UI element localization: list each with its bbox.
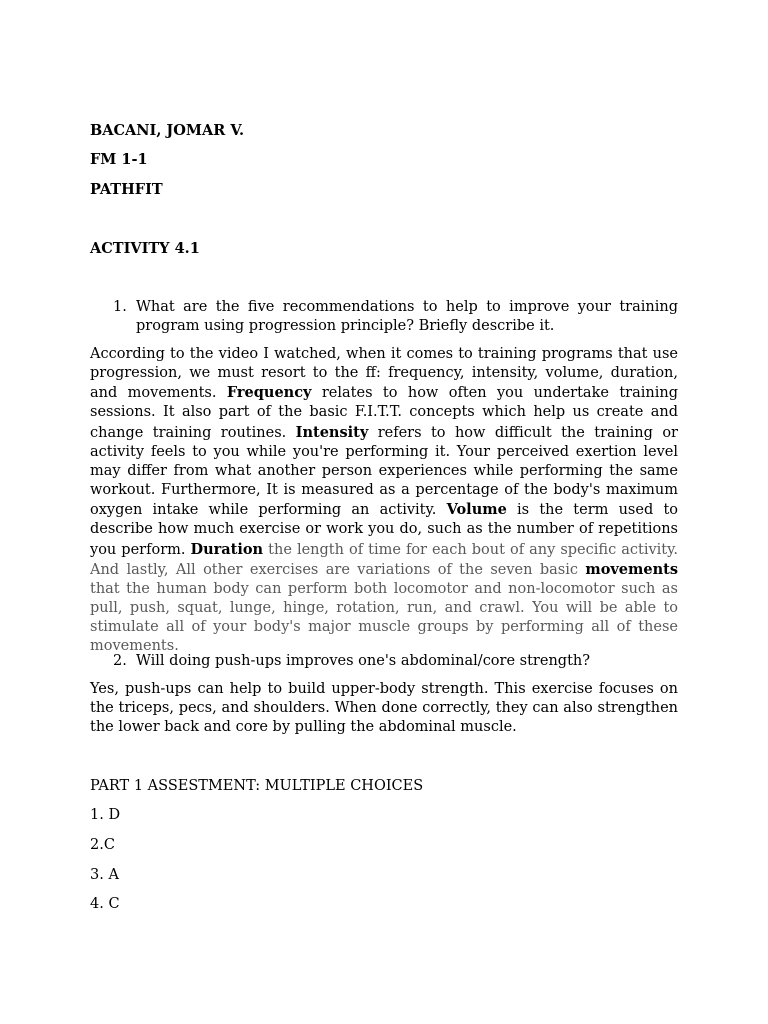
assessment-answer-2: 2.C <box>90 837 115 853</box>
answer-1 <box>90 345 678 657</box>
answer-2: Yes, push-ups can help to build upper-body strength. This exercise focuses on the triceps, pecs, and shoulders. When done correctly, they can also strengthen the lower back and core by pulling the abdominal muscle. <box>90 681 678 736</box>
student-name: BACANI, JOMAR V. <box>90 122 245 139</box>
assessment-answer-1: 1. D <box>90 807 121 823</box>
question-2-number: 2. <box>113 653 127 669</box>
activity-title: ACTIVITY 4.1 <box>90 240 200 257</box>
term-duration: Duration <box>190 540 264 558</box>
question-2-text: Will doing push-ups improves one's abdominal/core strength? <box>136 653 591 669</box>
question-1-number: 1. <box>113 299 127 315</box>
question-1-text: What are the five recommendations to help to improve your training program using progression principle? Briefly describe it. <box>136 299 678 334</box>
assessment-title: PART 1 ASSESTMENT: MULTIPLE CHOICES <box>90 778 424 794</box>
question-1 <box>113 298 678 336</box>
volume-description: is the term used to describe how much exercise or work you do, such as the number of repetitions you perform. <box>90 502 678 558</box>
subject-name: PATHFIT <box>90 181 163 198</box>
term-frequency: Frequency <box>226 384 312 402</box>
answer-1-intro: According to the video I watched, when it comes to training programs that use progression, we must resort to the ff: frequency, intensity, volume, duration, and movements. <box>90 346 678 402</box>
section-code: FM 1-1 <box>90 151 148 168</box>
term-intensity: Intensity <box>295 423 369 441</box>
frequency-description: relates to how often you undertake training sessions. It also part of the basic F.I.T.T. concepts which help us create and change training routines. <box>90 385 678 441</box>
question-2 <box>113 652 678 671</box>
term-volume: Volume <box>446 501 507 519</box>
intensity-description: refers to how difficult the training or activity feels to you while you're performing it. Your perceived exertion level may differ from what another person experiences while performing the same workout. Furthermore, It is measured as a percentage of the body's maximum oxygen intake while performing an activity. <box>90 424 678 519</box>
duration-description: the length of time for each bout of any specific activity. And lastly, All other exercises are variations of the seven basic <box>90 541 678 578</box>
assessment-answer-4: 4. C <box>90 896 120 912</box>
movements-description: that the human body can perform both locomotor and non-locomotor such as pull, push, squat, lunge, hinge, rotation, run, and crawl. You will be able to stimulate all of your body's major muscle groups by performing all of these movements. <box>90 580 678 655</box>
term-movements: movements <box>585 560 678 578</box>
assessment-answer-3: 3. A <box>90 867 119 883</box>
